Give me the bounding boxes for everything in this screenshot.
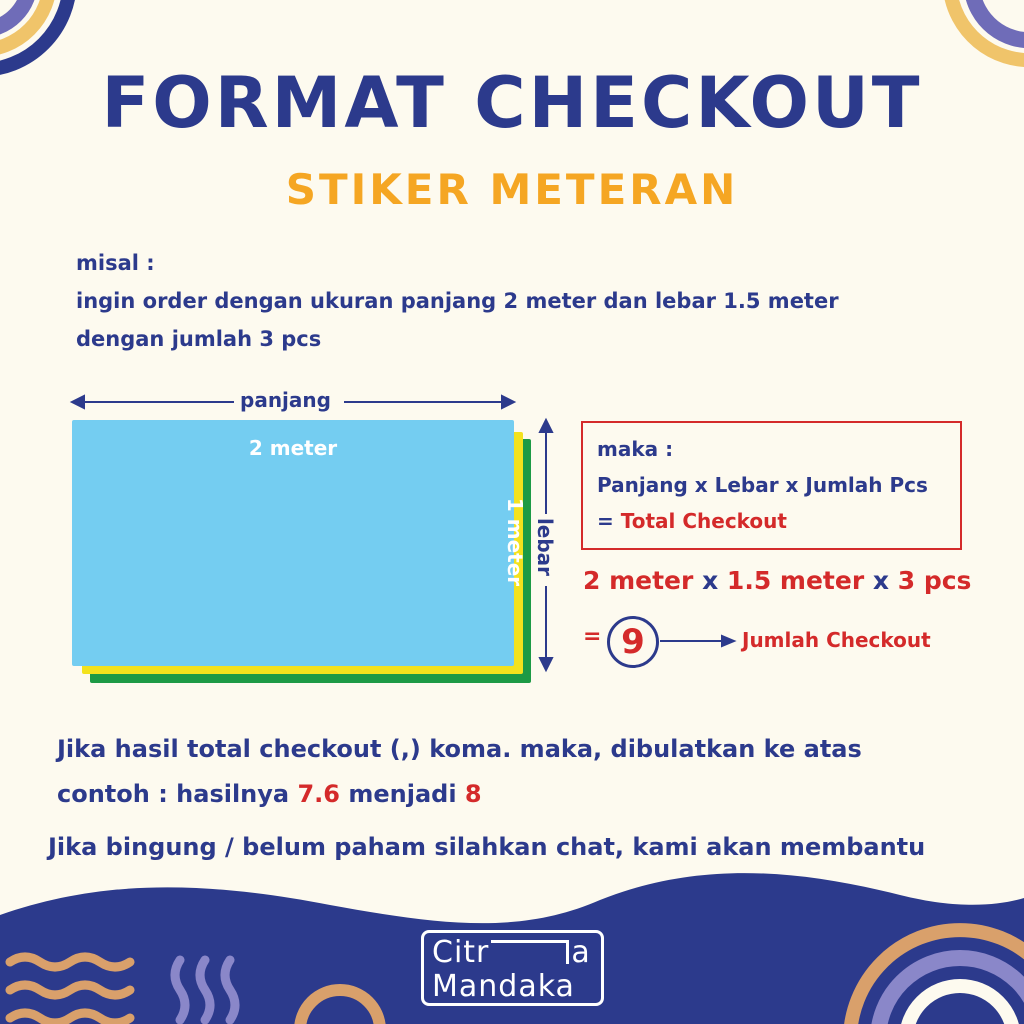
calc-term-1: 2 meter	[583, 566, 694, 595]
calc-result-label: Jumlah Checkout	[742, 628, 931, 652]
panjang-label: panjang	[240, 388, 331, 412]
example-from-value: 7.6	[297, 780, 340, 808]
formula-result-label: Total Checkout	[620, 509, 787, 533]
result-arrow	[660, 636, 734, 646]
formula-maka: maka :	[597, 437, 674, 461]
logo-text-b: a	[571, 935, 591, 970]
example-prefix: contoh : hasilnya	[57, 780, 290, 808]
intro-text	[76, 244, 839, 358]
calc-equals: =	[583, 624, 602, 649]
height-value-label: 1 meter	[503, 497, 527, 587]
intro-line-3: dengan jumlah 3 pcs	[76, 327, 322, 351]
page-title: FORMAT CHECKOUT	[101, 62, 923, 144]
lebar-label: lebar	[533, 517, 557, 577]
logo-bracket	[491, 940, 569, 964]
example-to-value: 8	[464, 780, 482, 808]
rounding-note: Jika hasil total checkout (,) koma. maka, dibulatkan ke atas	[57, 735, 862, 763]
logo-text-a: Citr	[432, 935, 490, 970]
formula-expression: Panjang x Lebar x Jumlah Pcs	[597, 473, 928, 497]
calc-op-2: x	[872, 566, 890, 595]
calc-term-2: 1.5 meter	[726, 566, 865, 595]
page-subtitle: STIKER METERAN	[285, 165, 739, 214]
calc-op-1: x	[702, 566, 719, 595]
calc-term-3: 3 pcs	[897, 566, 972, 595]
logo-line-2: Mandaka	[432, 969, 575, 1004]
formula-result-line	[597, 503, 960, 539]
example-mid: menjadi	[348, 780, 457, 808]
top-right-arcs	[950, 0, 1024, 60]
intro-line-2: ingin order dengan ukuran panjang 2 meter dan lebar 1.5 meter	[76, 289, 839, 313]
help-note: Jika bingung / belum paham silahkan chat, kami akan membantu	[48, 833, 926, 861]
width-value-label: 2 meter	[248, 436, 338, 460]
logo-line-1	[432, 936, 601, 970]
brand-logo	[421, 930, 604, 1006]
calc-result-circle: 9	[607, 616, 659, 668]
rounding-example	[57, 780, 482, 808]
calculation-line	[583, 566, 971, 595]
formula-box	[581, 421, 962, 550]
top-left-arcs	[0, 0, 70, 70]
intro-line-1: misal :	[76, 251, 155, 275]
formula-equals: =	[597, 509, 614, 533]
